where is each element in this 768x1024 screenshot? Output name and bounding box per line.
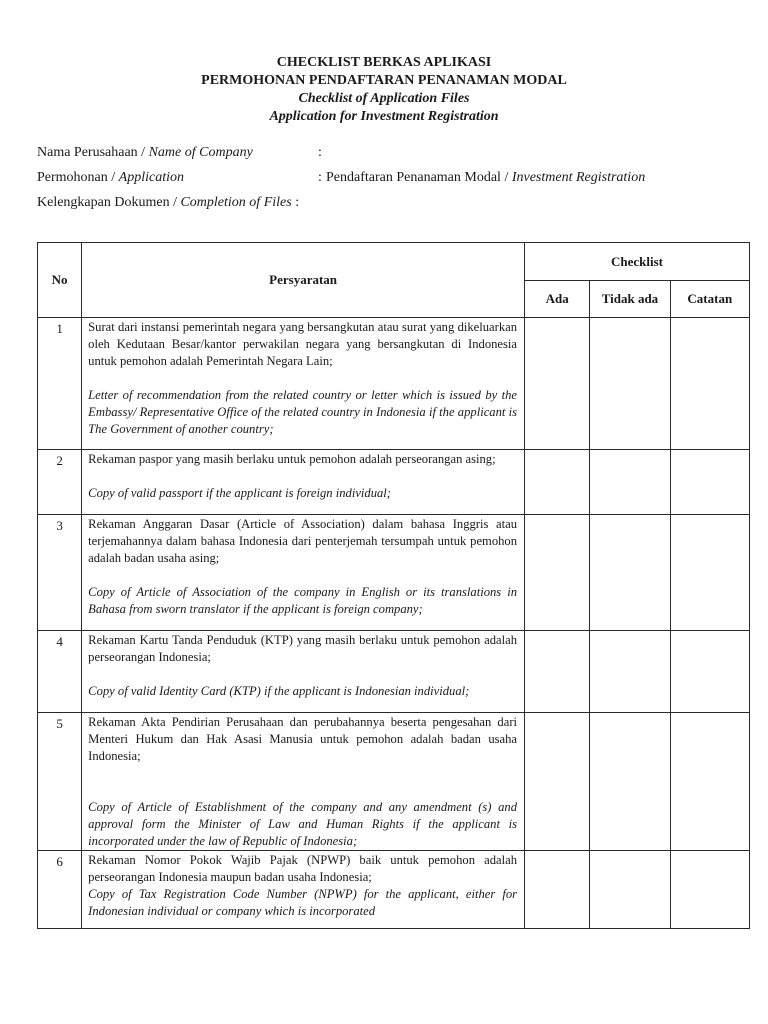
header-tidak-ada: Tidak ada: [590, 281, 670, 318]
ada-checkbox-cell[interactable]: [525, 851, 590, 929]
table-row: [38, 318, 750, 450]
company-name-field: [37, 144, 737, 169]
requirement-text-id: Rekaman Anggaran Dasar (Article of Association) dalam bahasa Inggris atau terjemahannya dalam bahasa Indonesia dari penterjemah tersumpah untuk pemohon adalah badan usaha asing;: [88, 517, 518, 565]
ada-checkbox-cell[interactable]: [525, 713, 590, 851]
form-fields: [37, 144, 737, 219]
table-row: [38, 713, 750, 851]
requirement-cell: [82, 450, 525, 515]
row-number: 3: [38, 515, 82, 631]
header-catatan: Catatan: [670, 281, 749, 318]
requirement-text-en: Copy of Tax Registration Code Number (NPWP) for the applicant, either for Indonesian individual or company which is incorporated: [88, 887, 518, 918]
row-number: 6: [38, 851, 82, 929]
title-line-3: Checklist of Application Files: [298, 91, 470, 106]
table-row: [38, 851, 750, 929]
application-field: [37, 169, 737, 194]
header-requirement: Persyaratan: [82, 243, 525, 318]
table-row: [38, 515, 750, 631]
catatan-cell[interactable]: [670, 631, 749, 713]
row-number: 2: [38, 450, 82, 515]
tidak-ada-checkbox-cell[interactable]: [590, 318, 670, 450]
application-value: Pendaftaran Penanaman Modal / Investment Registration: [326, 170, 646, 185]
catatan-cell[interactable]: [670, 713, 749, 851]
completion-field: [37, 194, 737, 219]
title-line-2: PERMOHONAN PENDAFTARAN PENANAMAN MODAL: [201, 73, 567, 88]
requirement-cell: [82, 713, 525, 851]
requirement-text-en: Copy of Article of Establishment of the company and any amendment (s) and approval form the Minister of Law and Human Rights if the applicant is incorporated under the law of Republic of Indonesia;: [88, 800, 518, 848]
catatan-cell[interactable]: [670, 450, 749, 515]
requirement-cell: [82, 318, 525, 450]
ada-checkbox-cell[interactable]: [525, 450, 590, 515]
requirement-text-en: Letter of recommendation from the related country or letter which is issued by the Embassy/ Representative Office of the related country in Indonesia if the applicant is The Government of another country;: [88, 388, 518, 436]
header-checklist: Checklist: [525, 243, 750, 281]
requirement-text-id: Rekaman Kartu Tanda Penduduk (KTP) yang masih berlaku untuk pemohon adalah perseorangan Indonesia;: [88, 633, 518, 664]
tidak-ada-checkbox-cell[interactable]: [590, 851, 670, 929]
table-row: [38, 450, 750, 515]
ada-checkbox-cell[interactable]: [525, 515, 590, 631]
requirement-text-id: Rekaman Akta Pendirian Perusahaan dan perubahannya beserta pengesahan dari Menteri Hukum dan Hak Asasi Manusia untuk pemohon adalah badan usaha Indonesia;: [88, 715, 518, 763]
application-label: Permohonan / Application: [37, 170, 184, 185]
tidak-ada-checkbox-cell[interactable]: [590, 450, 670, 515]
completion-label: Kelengkapan Dokumen / Completion of Files :: [37, 195, 300, 210]
requirement-text-en: Copy of valid passport if the applicant is foreign individual;: [88, 486, 391, 500]
requirement-text-en: Copy of valid Identity Card (KTP) if the applicant is Indonesian individual;: [88, 684, 470, 698]
header-no: No: [38, 243, 82, 318]
catatan-cell[interactable]: [670, 851, 749, 929]
document-title: [0, 54, 768, 126]
requirements-table: [37, 242, 750, 929]
company-name-colon: :: [318, 145, 322, 160]
row-number: 4: [38, 631, 82, 713]
requirement-text-en: Copy of Article of Association of the company in English or its translations in Bahasa from sworn translator if the applicant is foreign company;: [88, 585, 518, 616]
requirement-cell: [82, 631, 525, 713]
table-row: [38, 631, 750, 713]
requirement-text-id: Rekaman paspor yang masih berlaku untuk pemohon adalah perseorangan asing;: [88, 452, 496, 466]
requirement-text-id: Rekaman Nomor Pokok Wajib Pajak (NPWP) baik untuk pemohon adalah perseorangan Indonesia maupun badan usaha Indonesia;: [88, 853, 518, 884]
row-number: 5: [38, 713, 82, 851]
header-ada: Ada: [525, 281, 590, 318]
application-colon: :: [318, 170, 322, 185]
requirement-cell: [82, 851, 525, 929]
tidak-ada-checkbox-cell[interactable]: [590, 515, 670, 631]
title-line-4: Application for Investment Registration: [269, 109, 499, 124]
requirement-cell: [82, 515, 525, 631]
company-name-label: Nama Perusahaan / Name of Company: [37, 145, 253, 160]
ada-checkbox-cell[interactable]: [525, 631, 590, 713]
catatan-cell[interactable]: [670, 515, 749, 631]
catatan-cell[interactable]: [670, 318, 749, 450]
row-number: 1: [38, 318, 82, 450]
ada-checkbox-cell[interactable]: [525, 318, 590, 450]
table-header-row: [38, 243, 750, 281]
requirement-text-id: Surat dari instansi pemerintah negara yang bersangkutan atau surat yang dikeluarkan oleh Kedutaan Besar/kantor perwakilan negara yang bersangkutan di Indonesia untuk pemohon adalah Pemerintah Negara Lain;: [88, 320, 518, 368]
title-line-1: CHECKLIST BERKAS APLIKASI: [276, 55, 492, 70]
tidak-ada-checkbox-cell[interactable]: [590, 631, 670, 713]
tidak-ada-checkbox-cell[interactable]: [590, 713, 670, 851]
